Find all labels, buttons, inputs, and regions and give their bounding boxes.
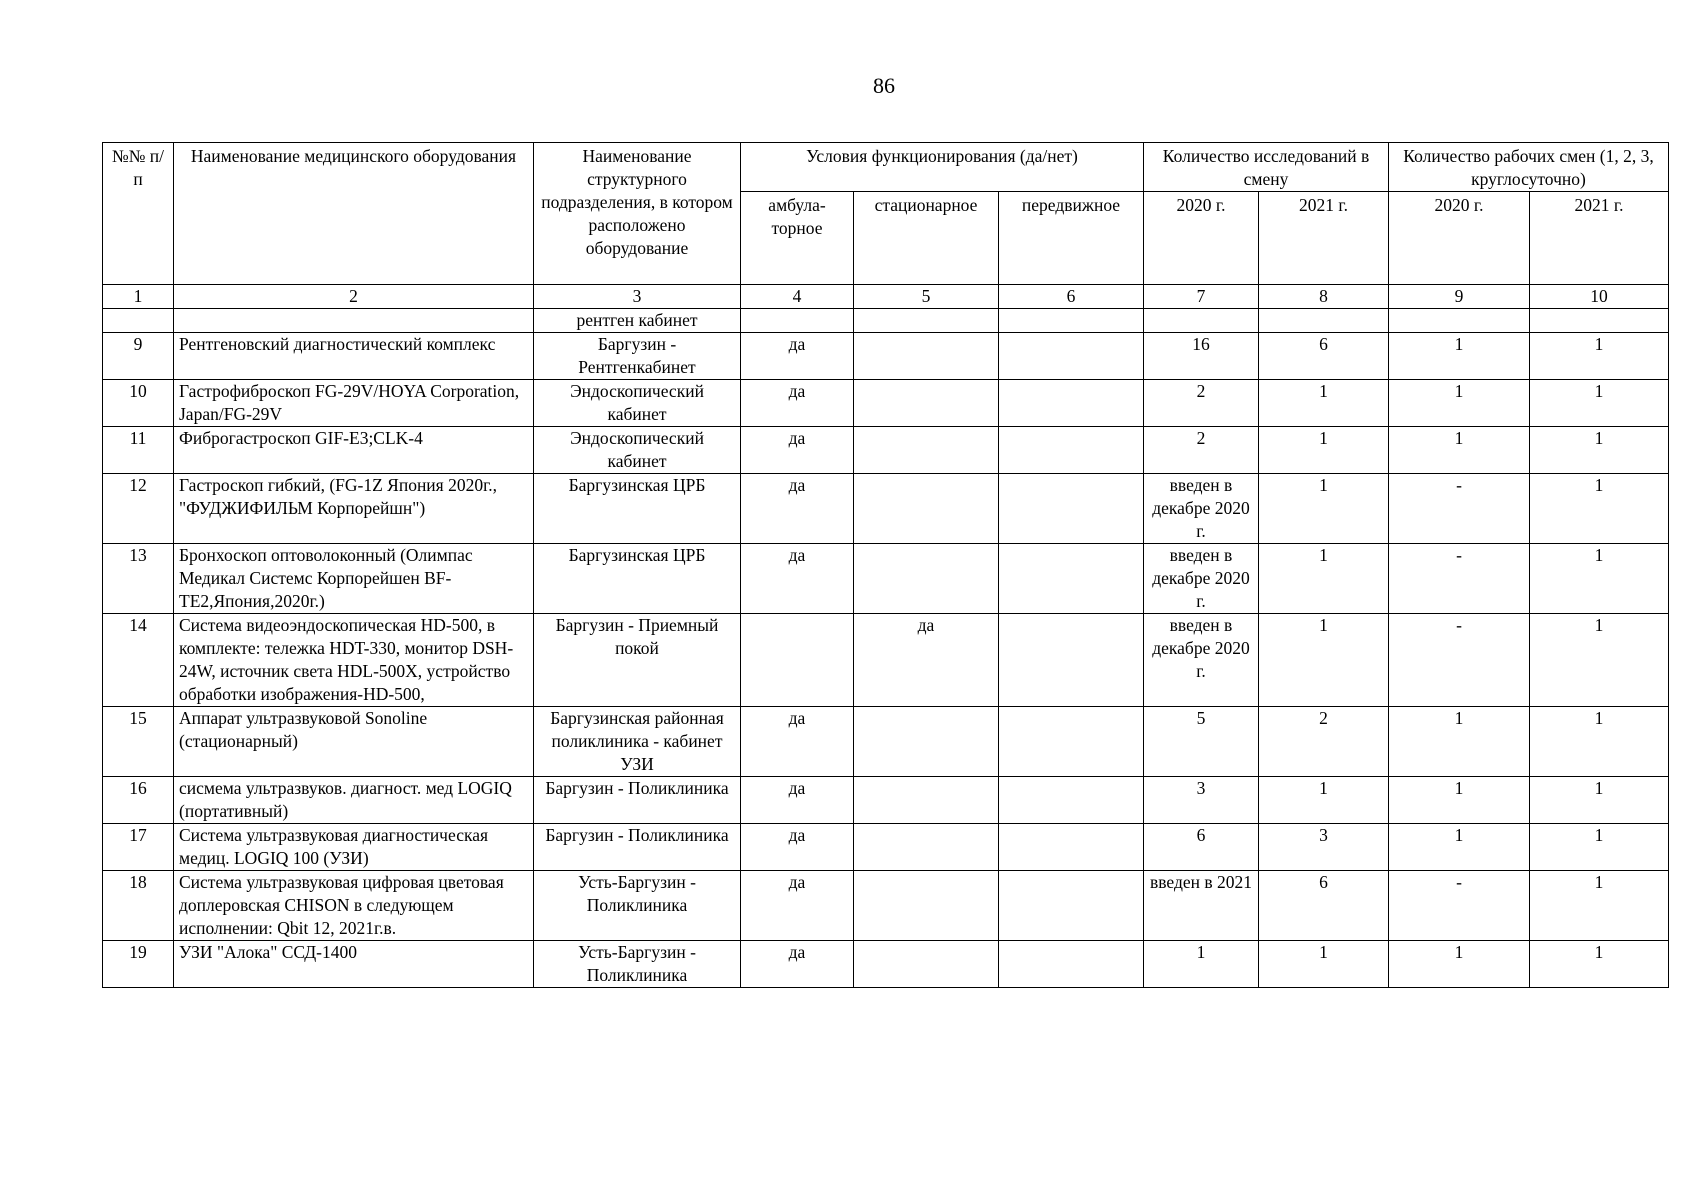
column-number: 2 [174,285,534,309]
unit-name: Баргузин - Приемный покой [534,614,741,707]
studies-2021: 1 [1259,474,1389,544]
shifts-2020: 1 [1389,777,1530,824]
table-row [103,333,1669,380]
unit-name: Баргузинская районная поликлиника - кабинет УЗИ [534,707,741,777]
studies-2020: 2 [1144,380,1259,427]
ambulatory-value: да [741,380,854,427]
studies-2021: 1 [1259,380,1389,427]
equipment-name: Фиброгастроскоп GIF-E3;CLK-4 [174,427,534,474]
row-number: 16 [103,777,174,824]
shifts-2021: 1 [1530,824,1669,871]
header-studies-2021: 2021 г. [1259,192,1389,285]
equipment-name: Бронхоскоп оптоволоконный (Олимпас Медикал Системс Корпорейшен BF-TE2,Япония,2020г.) [174,544,534,614]
shifts-2021: 1 [1530,380,1669,427]
header-row-groups [103,143,1669,192]
row-number: 19 [103,941,174,988]
unit-name: Баргузинская ЦРБ [534,474,741,544]
header-unit: Наименование структурного подразделения, в котором расположено оборудование [534,143,741,285]
equipment-name: Рентгеновский диагностический комплекс [174,333,534,380]
continuation-row [103,309,1669,333]
shifts-2020: 1 [1389,941,1530,988]
shifts-2021: 1 [1530,474,1669,544]
equipment-name: Система видеоэндоскопическая HD-500, в комплекте: тележка HDT-330, монитор DSH-24W, источник света HDL-500X, устройство обработки изображения-HD-500, [174,614,534,707]
equipment-name: Гастроскоп гибкий, (FG-1Z Япония 2020г., "ФУДЖИФИЛЬМ Корпорейшн") [174,474,534,544]
stationary-value [854,380,999,427]
stationary-value [854,871,999,941]
continuation-text: рентген кабинет [534,309,741,333]
header-ambulatory: амбула-торное [741,192,854,285]
studies-2021: 1 [1259,777,1389,824]
row-number: 14 [103,614,174,707]
stationary-value [854,707,999,777]
equipment-name: Система ультразвуковая диагностическая медиц. LOGIQ 100 (УЗИ) [174,824,534,871]
mobile-value [999,777,1144,824]
shifts-2020: - [1389,614,1530,707]
shifts-2021: 1 [1530,614,1669,707]
studies-2020: 3 [1144,777,1259,824]
equipment-table [102,142,1669,988]
page-number: 86 [873,73,895,98]
row-number: 11 [103,427,174,474]
mobile-value [999,474,1144,544]
column-number: 6 [999,285,1144,309]
header-work-shifts: Количество рабочих смен (1, 2, 3, круглосуточно) [1389,143,1669,192]
studies-2021: 2 [1259,707,1389,777]
table-row [103,941,1669,988]
shifts-2021: 1 [1530,544,1669,614]
studies-2021: 6 [1259,871,1389,941]
shifts-2020: 1 [1389,824,1530,871]
table-row [103,427,1669,474]
studies-2020: 6 [1144,824,1259,871]
studies-2020: введен в декабре 2020 г. [1144,614,1259,707]
table-row [103,777,1669,824]
column-number: 9 [1389,285,1530,309]
ambulatory-value: да [741,871,854,941]
row-number: 13 [103,544,174,614]
table-row [103,474,1669,544]
stationary-value [854,777,999,824]
shifts-2020: - [1389,544,1530,614]
mobile-value [999,707,1144,777]
header-shifts-2021: 2021 г. [1530,192,1669,285]
mobile-value [999,380,1144,427]
shifts-2021: 1 [1530,427,1669,474]
shifts-2020: - [1389,871,1530,941]
studies-2021: 3 [1259,824,1389,871]
header-studies-2020: 2020 г. [1144,192,1259,285]
mobile-value [999,427,1144,474]
table-row [103,707,1669,777]
shifts-2021: 1 [1530,871,1669,941]
stationary-value [854,427,999,474]
column-number-row [103,285,1669,309]
row-number: 15 [103,707,174,777]
cell [1259,309,1389,333]
unit-name: Эндоскопический кабинет [534,427,741,474]
cell [174,309,534,333]
stationary-value [854,824,999,871]
table-row [103,614,1669,707]
shifts-2021: 1 [1530,333,1669,380]
studies-2020: 1 [1144,941,1259,988]
unit-name: Баргузин - Рентгенкабинет [534,333,741,380]
shifts-2020: - [1389,474,1530,544]
studies-2020: введен в 2021 [1144,871,1259,941]
mobile-value [999,614,1144,707]
ambulatory-value: да [741,824,854,871]
header-mobile: передвижное [999,192,1144,285]
unit-name: Баргузинская ЦРБ [534,544,741,614]
ambulatory-value: да [741,777,854,824]
studies-2020: введен в декабре 2020 г. [1144,544,1259,614]
column-number: 7 [1144,285,1259,309]
table-row [103,871,1669,941]
row-number: 18 [103,871,174,941]
ambulatory-value: да [741,333,854,380]
cell [999,309,1144,333]
ambulatory-value: да [741,427,854,474]
unit-name: Усть-Баргузин - Поликлиника [534,941,741,988]
stationary-value [854,544,999,614]
table-row [103,380,1669,427]
ambulatory-value: да [741,707,854,777]
column-number: 8 [1259,285,1389,309]
stationary-value [854,941,999,988]
unit-name: Эндоскопический кабинет [534,380,741,427]
studies-2020: 2 [1144,427,1259,474]
shifts-2021: 1 [1530,777,1669,824]
studies-2020: введен в декабре 2020 г. [1144,474,1259,544]
header-shifts-2020: 2020 г. [1389,192,1530,285]
row-number: 12 [103,474,174,544]
shifts-2020: 1 [1389,707,1530,777]
equipment-name: Аппарат ультразвуковой Sonoline (стационарный) [174,707,534,777]
equipment-name: Система ультразвуковая цифровая цветовая доплеровская CHISON в следующем исполнении: Qbit 12, 2021г.в. [174,871,534,941]
shifts-2020: 1 [1389,333,1530,380]
ambulatory-value: да [741,544,854,614]
studies-2021: 1 [1259,941,1389,988]
studies-2020: 5 [1144,707,1259,777]
studies-2021: 6 [1259,333,1389,380]
ambulatory-value: да [741,474,854,544]
stationary-value [854,474,999,544]
ambulatory-value [741,614,854,707]
studies-2020: 16 [1144,333,1259,380]
shifts-2020: 1 [1389,380,1530,427]
column-number: 1 [103,285,174,309]
cell [741,309,854,333]
equipment-name: Гастрофиброскоп FG-29V/HOYA Corporation, Japan/FG-29V [174,380,534,427]
header-conditions: Условия функционирования (да/нет) [741,143,1144,192]
mobile-value [999,941,1144,988]
studies-2021: 1 [1259,614,1389,707]
stationary-value [854,333,999,380]
unit-name: Баргузин - Поликлиника [534,824,741,871]
row-number: 9 [103,333,174,380]
cell [1144,309,1259,333]
column-number: 3 [534,285,741,309]
shifts-2021: 1 [1530,941,1669,988]
cell [1530,309,1669,333]
shifts-2020: 1 [1389,427,1530,474]
mobile-value [999,333,1144,380]
row-number: 17 [103,824,174,871]
studies-2021: 1 [1259,544,1389,614]
mobile-value [999,824,1144,871]
mobile-value [999,871,1144,941]
header-studies-per-shift: Количество исследований в смену [1144,143,1389,192]
column-number: 5 [854,285,999,309]
unit-name: Баргузин - Поликлиника [534,777,741,824]
cell [103,309,174,333]
row-number: 10 [103,380,174,427]
header-num: №№ п/п [103,143,174,285]
table-row [103,824,1669,871]
studies-2021: 1 [1259,427,1389,474]
header-equipment-name: Наименование медицинского оборудования [174,143,534,285]
header-stationary: стационарное [854,192,999,285]
stationary-value: да [854,614,999,707]
shifts-2021: 1 [1530,707,1669,777]
cell [1389,309,1530,333]
column-number: 4 [741,285,854,309]
mobile-value [999,544,1144,614]
table-row [103,544,1669,614]
column-number: 10 [1530,285,1669,309]
ambulatory-value: да [741,941,854,988]
unit-name: Усть-Баргузин - Поликлиника [534,871,741,941]
equipment-name: УЗИ "Алока" ССД-1400 [174,941,534,988]
equipment-name: сисмема ультразвуков. диагност. мед LOGIQ (портативный) [174,777,534,824]
cell [854,309,999,333]
